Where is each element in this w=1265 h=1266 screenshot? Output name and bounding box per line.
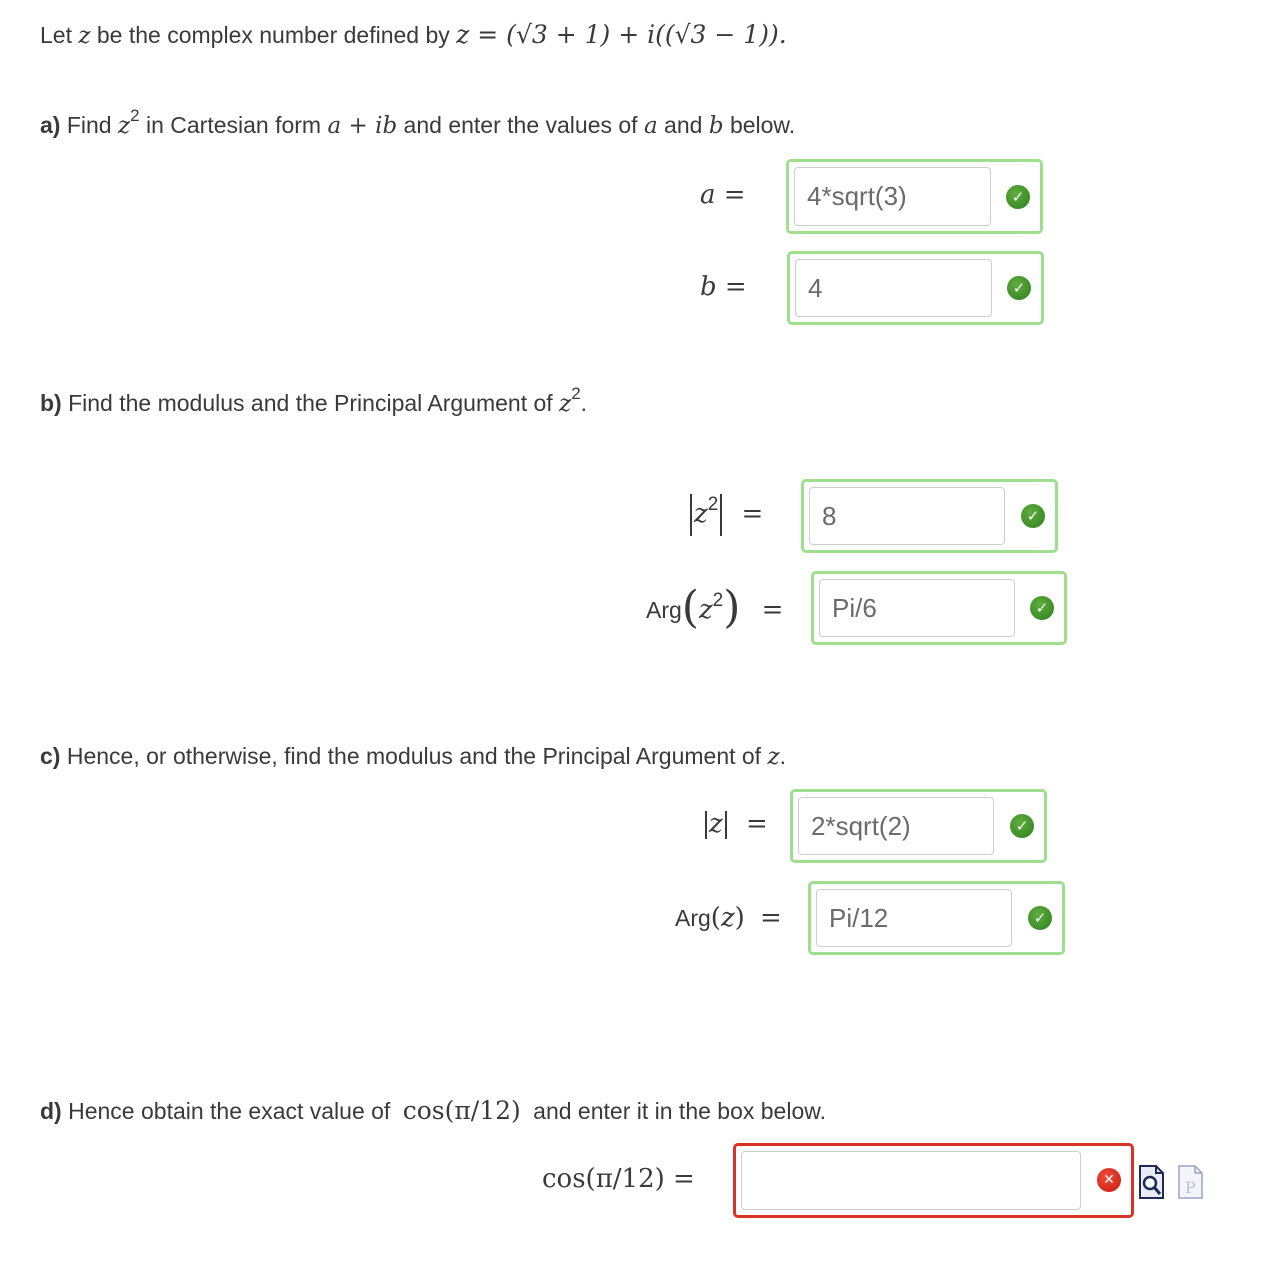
part-a-b-equals-label: b = (700, 272, 747, 302)
abs-bar-left (705, 811, 707, 839)
answer-arg-z-frame (808, 881, 1065, 955)
answer-b-input[interactable]: 4 (795, 259, 992, 317)
check-circle-icon: ✓ (1010, 814, 1034, 838)
arg-word: Arg (646, 597, 682, 623)
answer-a-frame (786, 159, 1043, 234)
paren-right: ) (723, 582, 741, 633)
part-a-label: a) (40, 112, 61, 138)
part-c-text: Hence, or otherwise, find the modulus and the Principal Argument of (60, 743, 768, 769)
part-d-text-1: Hence obtain the exact value of (61, 1098, 397, 1124)
intro-middle: be the complex number defined by (90, 22, 457, 48)
abs-bar-right (720, 494, 722, 536)
intro-expression: z = (√3 + 1) + i((√3 − 1)). (456, 20, 787, 49)
part-b-sup: 2 (571, 384, 581, 403)
answer-cos-input[interactable] (741, 1151, 1081, 1210)
part-b-modulus-label (688, 494, 763, 536)
answer-cos-frame (733, 1143, 1134, 1218)
part-b-text: Find the modulus and the Principal Argument of (61, 390, 560, 416)
check-circle-icon: ✓ (1030, 596, 1054, 620)
abs-bar-left (690, 494, 692, 536)
part-a-text-4: and (657, 112, 709, 138)
part-a-b: b (708, 113, 724, 139)
mod-z: z (709, 809, 723, 839)
part-b-period: . (580, 390, 588, 416)
part-c-label: c) (40, 743, 61, 769)
part-a-text-2: in Cartesian form (139, 112, 328, 138)
answer-arg-z2-frame (811, 571, 1067, 645)
intro-prefix: Let (40, 22, 79, 48)
x-circle-icon: ✕ (1097, 1168, 1121, 1192)
paren-left: ( (710, 903, 721, 933)
part-b-label: b) (40, 390, 62, 416)
part-c-z: z (767, 744, 780, 770)
svg-text:P: P (1185, 1178, 1196, 1197)
answer-a-input[interactable]: 4*sqrt(3) (794, 167, 991, 226)
check-circle-icon: ✓ (1028, 906, 1052, 930)
paren-right: ) (734, 903, 745, 933)
answer-mod-z-frame (790, 789, 1047, 863)
part-a-text-3: and enter the values of (397, 112, 644, 138)
document-icon[interactable] (1177, 1165, 1205, 1199)
mod-z: z (694, 498, 708, 529)
mod-equals: = (745, 809, 768, 839)
part-a-z: z (117, 113, 131, 139)
part-d-expr: cos(π/12) (402, 1096, 521, 1125)
problem-statement (40, 20, 787, 49)
part-d-label: d) (40, 1098, 62, 1124)
paren-left: ( (681, 582, 699, 633)
part-b-arg-label (646, 578, 784, 633)
arg-equals: = (761, 595, 784, 625)
part-b-question (40, 384, 588, 417)
answer-arg-z-input[interactable]: Pi/12 (816, 889, 1012, 947)
mod-sup: 2 (707, 493, 719, 515)
arg-word: Arg (675, 905, 711, 931)
intro-var: z (78, 23, 91, 49)
part-a-a: a (643, 113, 658, 139)
part-a-a-equals-label: a = (700, 180, 746, 210)
part-a-sup: 2 (130, 106, 140, 125)
answer-mod-z2-input[interactable]: 8 (809, 487, 1005, 545)
abs-bar-right (725, 811, 727, 839)
part-b-z: z (559, 391, 572, 417)
mod-equals: = (741, 498, 764, 529)
part-a-text-5: below. (723, 112, 796, 138)
part-d-cos-label: cos(π/12) = (542, 1164, 695, 1194)
part-d-text-2: and enter it in the box below. (526, 1098, 826, 1124)
arg-z: z (720, 903, 735, 933)
part-d-question (40, 1096, 826, 1125)
arg-equals: = (760, 903, 782, 933)
part-c-question (40, 743, 786, 770)
check-circle-icon: ✓ (1006, 185, 1030, 209)
part-c-modulus-label (703, 808, 768, 839)
answer-b-frame (787, 251, 1044, 325)
answer-mod-z-input[interactable]: 2*sqrt(2) (798, 797, 994, 855)
part-a-question (40, 106, 796, 139)
answer-mod-z2-frame (801, 479, 1058, 553)
preview-document-icon[interactable] (1138, 1165, 1166, 1199)
arg-z: z (698, 595, 713, 625)
part-a-form: a + ib (327, 113, 398, 139)
arg-sup: 2 (712, 590, 724, 611)
check-circle-icon: ✓ (1021, 504, 1045, 528)
part-c-arg-label (675, 902, 782, 933)
part-a-text-1: Find (60, 112, 118, 138)
check-circle-icon: ✓ (1007, 276, 1031, 300)
answer-arg-z2-input[interactable]: Pi/6 (819, 579, 1015, 637)
part-c-period: . (779, 743, 786, 769)
